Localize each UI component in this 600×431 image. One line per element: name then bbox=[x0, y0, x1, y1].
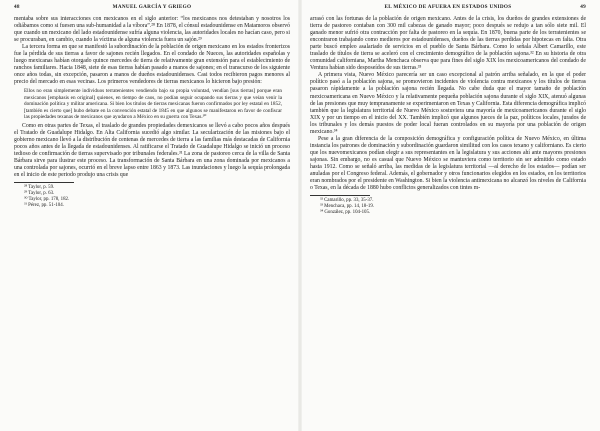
footnote: ²⁹ Taylor, p. 63. bbox=[24, 190, 55, 196]
paragraph: mentaba sobre sus interacciones con mexicanos en el siglo anterior: “los mexicanos nos detestaban y nosotros los odiábamos como si fuesen una sub-humanidad a la víbora”.²⁸ En 1878, el cónsul estadounidense en Matamoros observó que cuando un mexicano del lado estadounidense sufría alguna violencia, las autoridades locales no hacían caso, pero si se procuraban, en cambio, cuando la víctima de alguna violencia fuera un sajón.²⁹ bbox=[14, 16, 290, 44]
footnote-rule bbox=[14, 182, 74, 183]
left-page bbox=[14, 0, 290, 431]
block-quote: Ellos no eran simplemente individuos terratenientes vendiendo bajo su propia voluntad, vendían [sus tierras] porque eran mexicanos [emphasis en original] quienes, en tiempo de caos, no podían seguir ocupando sus tierras y que veían venir la dominación política y militar americana. Si bien los títulos de tierras mexicanas fueron confirmados por ley estatal en 1852, [también es cierto que] hubo debate en la convención estatal de 1845 en que algunos se manifestaron en favor de confiscar las propiedades texanas de mexicanos que ayudaron a México en su guerra con Texas.³⁰ bbox=[24, 88, 282, 121]
left-page-header bbox=[14, 4, 290, 14]
book-gutter bbox=[298, 0, 302, 431]
left-page-number: 48 bbox=[14, 4, 20, 10]
left-page-body bbox=[14, 16, 290, 209]
left-running-title: MANUEL GARCÍA Y GRIEGO bbox=[112, 4, 192, 10]
footnotes bbox=[14, 185, 290, 209]
footnote: ³² Camarillo, pp. 33, 35-37. bbox=[320, 198, 374, 204]
footnote: ³³ Menchaca, pp. 14, 18-19. bbox=[320, 204, 374, 210]
right-page-body bbox=[310, 16, 586, 216]
paragraph: Como en otras partes de Texas, el traslado de grandes propiedades demexicanos se llevó a cabo pocos años después el Tratado de Guadalupe Hidalgo. En Alta California sucedió algo similar. La secularización de las misiones bajo el gobierno mexicano llevó a la distribución de centenas de mercedes de tierra a las familias más destacadas de California pocos años antes de la llegada de estadounidenses. Al ratificarse el Tratado de Guadalupe Hidalgo se inició un proceso tedioso de confirmación de tierras supervisado por tribunales federales.³¹ La zona de pastoreo cerca de la villa de Santa Bárbara sirve para ilustrar este proceso. La transformación de Santa Bárbara en una zona dominada por mexicanos a una controlada por sajones, ocurrió en el breve lapso entre 1863 y 1873. Las inundaciones y luego la sequía prolongada en el inicio de este periodo produjo una crisis que bbox=[14, 122, 290, 178]
footnote: ³⁰ Taylor, pp. 178, 182. bbox=[24, 197, 70, 203]
right-page-header bbox=[310, 4, 586, 14]
footnote: ³¹ Pérez, pp. 51-104. bbox=[24, 203, 64, 209]
paragraph: La tercera forma en que se manifestó la subordinación de la población de origen mexicano en los estados fronterizos fue la pérdida de sus tierras a favor de sajones recién llegados. En el condado de Nueces, las autoridades españolas y luego mexicanas habían otorgado quince mercedes de tierra de relativamente gran extensión para el establecimiento de ranchos familiares. Hacia 1848, siete de esas tierras habían pasado a manos de sajones; en el transcurso de los siguiente once años todas, sin excepción, pasaron a manos de dueños estadounidenses. Casi todos recibieron pagos menores al precio del mercado en esas vecinas. Los primeros vendedores de tierras mexicanos lo hicieron bajo presión: bbox=[14, 44, 290, 86]
right-page-number: 49 bbox=[580, 4, 586, 10]
footnotes bbox=[310, 198, 586, 216]
paragraph: arrasó con las fortunas de la población de origen mexicano. Antes de la crisis, los dueños de grandes extensiones de tierra de pastoreo contaban con 300 mil cabezas de ganado mayor; poco después se redujo a tan sólo siete mil. El ganado menor sufrió otra contracción por falta de pastoreo en la sequía. En 1870, buena parte de los terratenientes se encontraron trabajando como medieros por estadounidenses, dueños de las tierras perdidas por hipotecas en falta. Otra parte buscó empleo asalariado de servicios en el pueblo de Santa Bárbara. Como lo señala Albert Camarillo, este traslado de títulos de tierra se aceleró con el crecimiento demográfico de la población sajona.³² En su historia de otra comunidad californiana, Martha Menchaca observa que para fines del siglo XIX los mexicoamericanos del condado de Ventura habían sido desposeídos de sus tierras.³³ bbox=[310, 16, 586, 72]
right-running-title: EL MÉXICO DE AFUERA EN ESTADOS UNIDOS bbox=[384, 4, 512, 10]
footnote: ²⁸ Taylor, p. 59. bbox=[24, 184, 55, 190]
paragraph: Pese a la gran diferencia de la composición demográfica y configuración política de Nuevo México, en última instancia los patrones de dominación y subordinación guardaron similitud con los casos texano y californiano. Es cierto que los nuevomexicanos podían elegir a sus representantes en la legislatura y sus acciones ahí ante mayores presiones sajonas. Sin embargo, no es casual que Nuevo México se mantuviera como territorio sin ser admitido como estado hasta 1912. Como se señaló arriba, las medidas de la legislatura territorial —al derecho de los estados— podían ser anuladas por el Congreso federal. Además, el gobernador y otros funcionarios elegidos en los estados, en los territorios eran nombrados por el presidente en Washington. Si bien la violencia antimexicana no alcanzó los niveles de California o Texas, en la década de 1880 hubo conflictos generalizados con tintes m- bbox=[310, 135, 586, 192]
footnote-rule bbox=[310, 195, 370, 196]
right-page bbox=[310, 0, 586, 431]
paragraph: A primera vista, Nuevo México parecería ser un caso excepcional al patrón arriba señalado, en la que el poder político pasó a la población sajona, se promovieron incidentes de violencia contra mexicanos y los títulos de tierras pasaron rápidamente a la población sajona recién llegada. No cabe duda que el mayor tamaño de población mexicoamericana en Nuevo México y la relativamente pequeña población sajona durante el siglo XIX, atenuó algunas de las presiones que muy tempranamente se experimentaron en Texas y California. Esta diferencia demográfica implicó también que la legislatura territorial de Nuevo México sostuviera una mayoría de mexicoamericanos durante el siglo XIX y por un tiempo en el inicio del XX. También implicó que algunos jueces de la paz, políticos locales, jurados de los tribunales y los demás puestos de poder local fueran controlados en su mayoría por una población de origen mexicano.³⁴ bbox=[310, 72, 586, 135]
footnote: ³⁴ González, pp. 104-105. bbox=[320, 210, 371, 216]
